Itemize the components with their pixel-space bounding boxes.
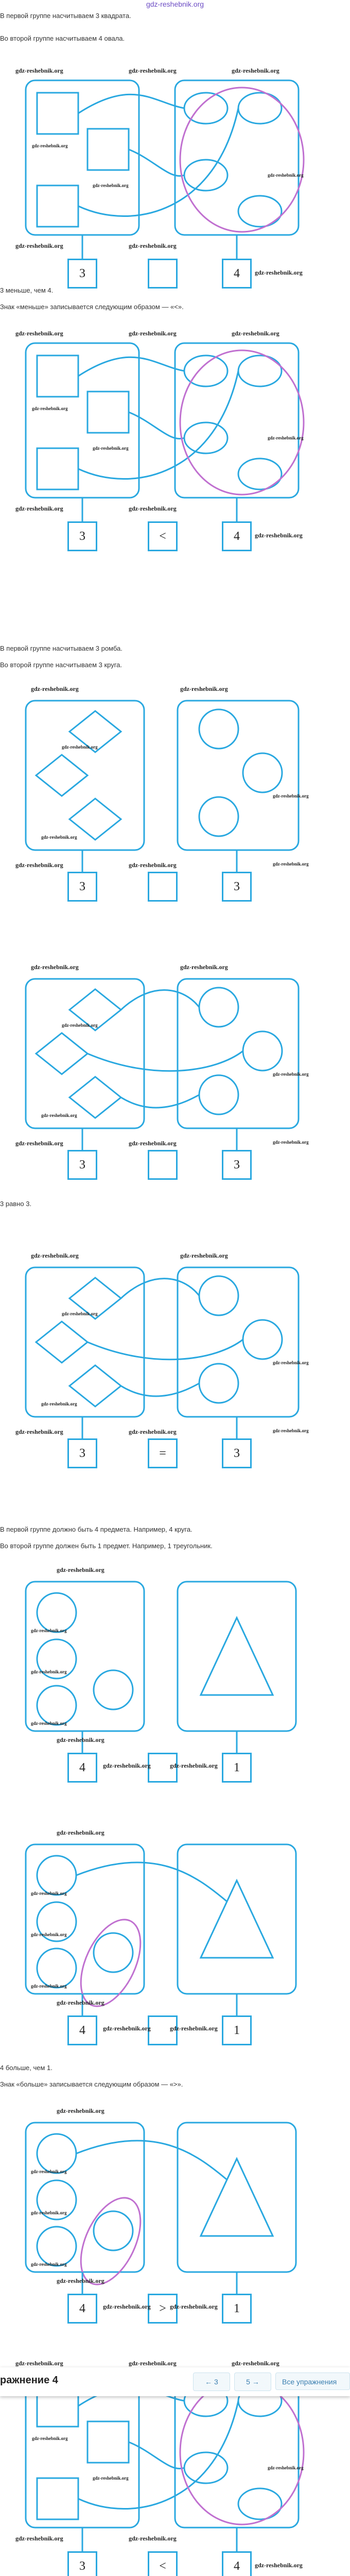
- match-line: [76, 1862, 226, 1901]
- watermark: gdz-reshebnik.org: [129, 2360, 177, 2367]
- highlight-ring: [180, 2380, 304, 2524]
- match-line: [121, 1383, 199, 1396]
- watermark: gdz-reshebnik.org: [232, 2360, 279, 2367]
- right-group-panel: [178, 979, 299, 1128]
- answer-box[interactable]: 4: [222, 259, 252, 289]
- circle-shape: [37, 1593, 76, 1632]
- match-line: [129, 412, 184, 439]
- circles-vs-triangle-figure: [0, 1551, 350, 1772]
- rhombus-shape: [36, 1321, 87, 1363]
- answer-box[interactable]: [148, 1150, 178, 1180]
- answer-box[interactable]: 4: [67, 2294, 97, 2324]
- text-line-8: В первой группе должно быть 4 предмета. Например, 4 круга.: [0, 1526, 192, 1533]
- square-shape: [87, 392, 129, 433]
- watermark: gdz-reshebnik.org: [232, 67, 279, 74]
- watermark: gdz-reshebnik.org: [268, 2465, 304, 2470]
- answer-box[interactable]: 4: [67, 2015, 97, 2045]
- rhombus-shape: [36, 1033, 87, 1074]
- circle-shape: [243, 1031, 282, 1071]
- circle-shape: [37, 1686, 76, 1725]
- watermark: gdz-reshebnik.org: [41, 1401, 77, 1406]
- oval-shape: [238, 459, 282, 489]
- watermark: gdz-reshebnik.org: [31, 1628, 67, 1633]
- match-line: [121, 990, 199, 1010]
- oval-shape: [184, 93, 227, 124]
- watermark: gdz-reshebnik.org: [15, 2535, 63, 2542]
- watermark: gdz-reshebnik.org: [15, 505, 63, 512]
- left-group-panel: [26, 80, 139, 235]
- answer-box[interactable]: >: [148, 2294, 178, 2324]
- left-group-panel: [26, 2373, 139, 2528]
- left-group-panel: [26, 343, 139, 498]
- watermark: gdz-reshebnik.org: [31, 1932, 67, 1937]
- rhombus-shape: [69, 799, 121, 840]
- rhombus-shape: [69, 1077, 121, 1118]
- circle-shape: [199, 988, 238, 1027]
- left-group-panel: [26, 1844, 144, 1994]
- watermark: gdz-reshebnik.org: [268, 173, 304, 178]
- match-line: [78, 108, 238, 216]
- watermark: gdz-reshebnik.org: [255, 2562, 303, 2569]
- circle-shape: [37, 2227, 76, 2266]
- watermark: gdz-reshebnik.org: [180, 963, 228, 971]
- text-line-3: 3 меньше, чем 4.: [0, 286, 54, 294]
- rhombus-shape: [36, 755, 87, 796]
- match-line: [78, 2401, 238, 2509]
- right-group-panel: [175, 343, 299, 498]
- answer-box[interactable]: [148, 872, 178, 902]
- prev-exercise-button[interactable]: ← 3: [193, 2372, 230, 2391]
- circle-shape: [199, 1075, 238, 1114]
- watermark: gdz-reshebnik.org: [31, 1669, 67, 1674]
- watermark: gdz-reshebnik.org: [15, 1428, 63, 1435]
- rhombs-vs-circles-figure: [0, 1236, 350, 1458]
- watermark: gdz-reshebnik.org: [32, 2436, 68, 2441]
- watermark: gdz-reshebnik.org: [170, 1762, 218, 1769]
- triangle-shape: [201, 1618, 273, 1695]
- watermark: gdz-reshebnik.org: [93, 446, 129, 451]
- text-line-11: Знак «больше» записывается следующим образом — «>».: [0, 2080, 183, 2088]
- watermark: gdz-reshebnik.org: [129, 2535, 177, 2542]
- watermark: gdz-reshebnik.org: [103, 2303, 151, 2310]
- square-shape: [37, 185, 78, 227]
- answer-box[interactable]: 3: [222, 1150, 252, 1180]
- watermark: gdz-reshebnik.org: [93, 183, 129, 188]
- watermark: gdz-reshebnik.org: [129, 67, 177, 74]
- text-line-5: В первой группе насчитываем 3 ромба.: [0, 645, 122, 652]
- right-group-panel: [178, 1267, 299, 1417]
- oval-shape: [238, 355, 282, 386]
- watermark: gdz-reshebnik.org: [62, 744, 98, 750]
- match-line: [121, 1095, 199, 1108]
- square-shape: [37, 93, 78, 134]
- text-line-7: 3 равно 3.: [0, 1200, 32, 1208]
- watermark: gdz-reshebnik.org: [31, 1984, 67, 1989]
- watermark: gdz-reshebnik.org: [103, 2025, 151, 2032]
- highlight-ring: [180, 88, 304, 232]
- watermark: gdz-reshebnik.org: [273, 1140, 309, 1145]
- left-group-panel: [26, 1267, 144, 1417]
- match-line: [76, 2141, 226, 2179]
- circle-shape: [243, 753, 282, 792]
- watermark: gdz-reshebnik.org: [129, 1428, 177, 1435]
- rhombs-vs-circles-figure: [0, 948, 350, 1170]
- circle-shape: [94, 1670, 133, 1709]
- watermark: gdz-reshebnik.org: [32, 143, 68, 148]
- watermark: gdz-reshebnik.org: [15, 242, 63, 249]
- squares-vs-ovals-figure: [0, 57, 350, 273]
- left-group-panel: [26, 1582, 144, 1731]
- watermark: gdz-reshebnik.org: [57, 1566, 104, 1573]
- watermark: gdz-reshebnik.org: [31, 1721, 67, 1726]
- rhombus-shape: [69, 1365, 121, 1406]
- watermark: gdz-reshebnik.org: [15, 330, 63, 337]
- left-group-panel: [26, 2123, 144, 2272]
- watermark: gdz-reshebnik.org: [273, 793, 309, 799]
- site-name[interactable]: gdz-reshebnik.org: [146, 0, 204, 8]
- watermark: gdz-reshebnik.org: [232, 330, 279, 337]
- right-group-panel: [178, 1844, 296, 1994]
- match-line: [129, 2442, 184, 2469]
- answer-box[interactable]: 3: [222, 1438, 252, 1468]
- match-line: [121, 1279, 199, 1298]
- oval-shape: [238, 2488, 282, 2519]
- answer-box[interactable]: 4: [222, 2551, 252, 2576]
- answer-box[interactable]: 1: [222, 2015, 252, 2045]
- watermark: gdz-reshebnik.org: [57, 1829, 104, 1836]
- answer-box[interactable]: 3: [67, 521, 97, 551]
- watermark: gdz-reshebnik.org: [57, 2277, 104, 2284]
- right-group-panel: [175, 2373, 299, 2528]
- square-shape: [87, 129, 129, 170]
- triangle-shape: [201, 1880, 273, 1958]
- match-line: [129, 149, 184, 176]
- match-line: [87, 1051, 243, 1071]
- answer-box[interactable]: 3: [67, 1150, 97, 1180]
- watermark: gdz-reshebnik.org: [62, 1311, 98, 1316]
- watermark: gdz-reshebnik.org: [103, 1762, 151, 1769]
- oval-shape: [184, 355, 227, 386]
- watermark: gdz-reshebnik.org: [31, 1252, 79, 1259]
- left-group-panel: [26, 979, 144, 1128]
- square-shape: [37, 355, 78, 397]
- match-line: [78, 94, 184, 113]
- watermark: gdz-reshebnik.org: [170, 2303, 218, 2310]
- square-shape: [37, 2478, 78, 2519]
- circle-shape: [199, 709, 238, 749]
- watermark: gdz-reshebnik.org: [31, 685, 79, 692]
- circle-shape: [199, 1364, 238, 1403]
- watermark: gdz-reshebnik.org: [31, 963, 79, 971]
- answer-box[interactable]: =: [148, 1438, 178, 1468]
- circle-shape: [199, 1276, 238, 1315]
- text-line-9: Во второй группе должен быть 1 предмет. Например, 1 треугольник.: [0, 1542, 213, 1550]
- watermark: gdz-reshebnik.org: [15, 2360, 63, 2367]
- circles-vs-triangle-figure: [0, 2092, 350, 2313]
- answer-box[interactable]: 3: [67, 1438, 97, 1468]
- circle-shape: [243, 1320, 282, 1359]
- oval-shape: [184, 160, 227, 191]
- watermark: gdz-reshebnik.org: [15, 1140, 63, 1147]
- watermark: gdz-reshebnik.org: [129, 861, 177, 869]
- oval-shape: [238, 93, 282, 124]
- highlight-ring: [180, 350, 304, 495]
- watermark: gdz-reshebnik.org: [15, 861, 63, 869]
- right-group-panel: [175, 80, 299, 235]
- circle-shape: [94, 1933, 133, 1972]
- answer-box[interactable]: 3: [67, 259, 97, 289]
- answer-box[interactable]: 3: [67, 2551, 97, 2576]
- watermark: gdz-reshebnik.org: [129, 1140, 177, 1147]
- answer-box[interactable]: <: [148, 521, 178, 551]
- answer-box[interactable]: 1: [222, 1753, 252, 1783]
- watermark: gdz-reshebnik.org: [129, 505, 177, 512]
- all-exercises-button[interactable]: Все упражнения: [275, 2372, 350, 2390]
- exercise-title: ражнение 4: [0, 2375, 58, 2386]
- watermark: gdz-reshebnik.org: [273, 1428, 309, 1433]
- answer-box[interactable]: 3: [67, 872, 97, 902]
- watermark: gdz-reshebnik.org: [15, 67, 63, 74]
- right-group-panel: [178, 701, 299, 850]
- text-line-6: Во второй группе насчитываем 3 круга.: [0, 661, 122, 669]
- watermark: gdz-reshebnik.org: [57, 1999, 104, 2006]
- oval-shape: [184, 422, 227, 453]
- text-line-1: В первой группе насчитываем 3 квадрата.: [0, 12, 131, 20]
- watermark: gdz-reshebnik.org: [62, 1023, 98, 1028]
- answer-box[interactable]: 3: [222, 872, 252, 902]
- watermark: gdz-reshebnik.org: [129, 242, 177, 249]
- text-line-10: 4 больше, чем 1.: [0, 2064, 52, 2072]
- watermark: gdz-reshebnik.org: [57, 1736, 104, 1743]
- answer-box[interactable]: [148, 259, 178, 289]
- circle-shape: [37, 1856, 76, 1895]
- circle-shape: [37, 1948, 76, 1988]
- circle-shape: [199, 797, 238, 836]
- watermark: gdz-reshebnik.org: [255, 269, 303, 276]
- answer-box[interactable]: <: [148, 2551, 178, 2576]
- answer-box[interactable]: 4: [222, 521, 252, 551]
- watermark: gdz-reshebnik.org: [129, 330, 177, 337]
- left-group-panel: [26, 701, 144, 850]
- match-line: [87, 1340, 243, 1360]
- watermark: gdz-reshebnik.org: [93, 2476, 129, 2481]
- answer-box[interactable]: 4: [67, 1753, 97, 1783]
- watermark: gdz-reshebnik.org: [268, 435, 304, 440]
- squares-vs-ovals-figure: [0, 319, 350, 536]
- watermark: gdz-reshebnik.org: [273, 1360, 309, 1365]
- answer-box[interactable]: 1: [222, 2294, 252, 2324]
- oval-shape: [238, 196, 282, 227]
- watermark: gdz-reshebnik.org: [180, 685, 228, 692]
- text-line-4: Знак «меньше» записывается следующим образом — «<».: [0, 303, 184, 311]
- sticky-exercise-bar: [0, 2367, 350, 2396]
- next-exercise-button[interactable]: 5 →: [234, 2372, 271, 2391]
- circles-vs-triangle-figure: [0, 1814, 350, 2035]
- watermark: gdz-reshebnik.org: [180, 1252, 228, 1259]
- circle-shape: [94, 2211, 133, 2250]
- watermark: gdz-reshebnik.org: [255, 532, 303, 539]
- match-line: [78, 371, 238, 479]
- watermark: gdz-reshebnik.org: [32, 406, 68, 411]
- match-line: [78, 357, 184, 376]
- square-shape: [87, 2421, 129, 2463]
- square-shape: [37, 448, 78, 489]
- triangle-shape: [201, 2159, 273, 2236]
- oval-shape: [184, 2452, 227, 2483]
- watermark: gdz-reshebnik.org: [31, 1891, 67, 1896]
- watermark: gdz-reshebnik.org: [170, 2025, 218, 2032]
- watermark: gdz-reshebnik.org: [57, 2107, 104, 2114]
- watermark: gdz-reshebnik.org: [41, 835, 77, 840]
- circle-shape: [37, 2134, 76, 2173]
- right-group-panel: [178, 2123, 296, 2272]
- watermark: gdz-reshebnik.org: [31, 2210, 67, 2215]
- watermark: gdz-reshebnik.org: [41, 1113, 77, 1118]
- watermark: gdz-reshebnik.org: [31, 2262, 67, 2267]
- right-group-panel: [178, 1582, 296, 1731]
- rhombs-vs-circles-figure: [0, 670, 350, 891]
- watermark: gdz-reshebnik.org: [273, 1072, 309, 1077]
- watermark: gdz-reshebnik.org: [31, 2169, 67, 2174]
- text-line-2: Во второй группе насчитываем 4 овала.: [0, 35, 125, 42]
- watermark: gdz-reshebnik.org: [273, 861, 309, 867]
